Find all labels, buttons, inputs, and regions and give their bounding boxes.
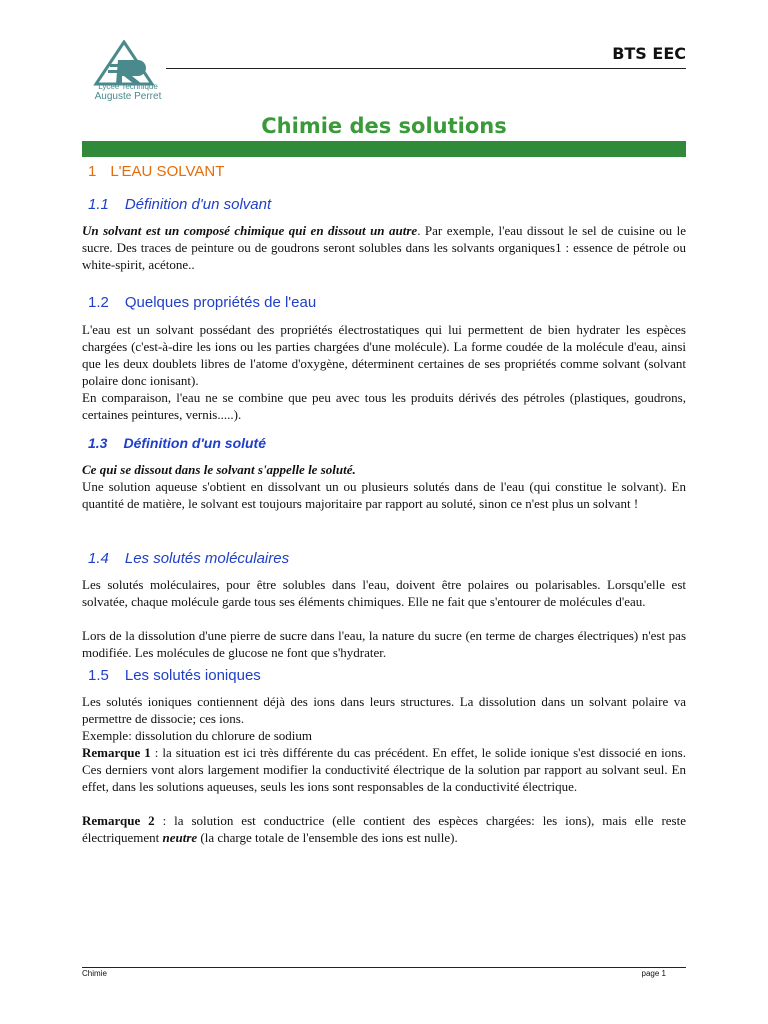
- page-number: page 1: [641, 969, 666, 978]
- paragraph-1-2b: En comparaison, l'eau ne se combine que peu avec tous les produits dérivés des pétroles (plastiques, goudrons, certaines peintures, vernis.....).: [82, 390, 686, 422]
- paragraph-1-3: Une solution aqueuse s'obtient en dissolvant un ou plusieurs solutés dans de l'eau (qui constitue le solvant). En quantité de matière, le solvant est toujours majoritaire par rapport au soluté, sinon ce n'est plus un solvant !: [82, 479, 686, 511]
- subsection-title: Les solutés moléculaires: [124, 550, 290, 567]
- logo-line-2: Auguste Perret: [94, 91, 162, 102]
- remark-2: [82, 812, 686, 846]
- section-1-heading: [88, 163, 238, 180]
- subsection-1-5-heading: [88, 667, 261, 684]
- definition-text: Un solvant est un composé chimique qui en dissout un autre: [82, 223, 418, 238]
- subsection-number: 1.4: [88, 550, 109, 567]
- section-title: L'EAU SOLVANT: [110, 163, 225, 180]
- paragraph-1-4b: Lors de la dissolution d'une pierre de sucre dans l'eau, la nature du sucre (en terme de charges électriques) n'est pas modifiée. Les molécules de glucose ne font que s'hydrater.: [82, 628, 686, 660]
- subsection-title: Définition d'un soluté: [123, 435, 267, 451]
- paragraph-text: . Par exemple, l'eau dissout le sel de cuisine ou le sucre. Des traces de peinture ou de goudrons seront solubles dans les solvants organiques1 : essence de pétrole ou white-spirit, acétone..: [82, 223, 686, 272]
- remark-label: Remarque 2: [82, 813, 155, 828]
- subsection-title: Définition d'un solvant: [124, 196, 272, 213]
- subsection-title: Quelques propriétés de l'eau: [124, 294, 317, 311]
- remark-1: [82, 744, 686, 795]
- footer-subject: Chimie: [82, 969, 107, 978]
- section-number: 1: [88, 163, 97, 180]
- subsection-number: 1.2: [88, 294, 109, 311]
- subsection-number: 1.5: [88, 667, 109, 684]
- remark-text: : la solution est conductrice (elle contient des espèces chargées: les ions), mais elle reste électriquement: [82, 813, 686, 845]
- emphasis-text: neutre: [162, 830, 198, 845]
- paragraph-1-4a: Les solutés moléculaires, pour être solubles dans l'eau, doivent être polaires ou polarisables. Lorsqu'elle est solvatée, chaque molécule garde tous ses éléments chimiques. Elle ne fait que s'entourer de molécules d'eau.: [82, 577, 686, 609]
- paragraph-1-5b: Exemple: dissolution du chlorure de sodium: [82, 728, 312, 743]
- subsection-number: 1.3: [88, 435, 108, 451]
- subsection-1-3-heading: [88, 435, 266, 451]
- remark-text: : la situation est ici très différente du cas précédent. En effet, le solide ionique s'est dissocié en ions. Ces derniers vont alors largement modifier la conductivité électrique de la solution par rapport au solvant seul. En effet, dans les solutions aqueuses, seuls les ions sont responsables de la conductivité électrique.: [82, 745, 686, 794]
- paragraph-1-1: [82, 222, 686, 273]
- course-label: BTS EEC: [612, 44, 686, 63]
- header-rule: [166, 68, 686, 69]
- logo-caption: [83, 82, 173, 102]
- footer-rule: [82, 967, 686, 968]
- remark-label: Remarque 1: [82, 745, 151, 760]
- subsection-1-1-heading: [88, 196, 271, 213]
- paragraph-1-2a: L'eau est un solvant possédant des propriétés électrostatiques qui lui permettent de bien hydrater les espèces chargées (c'est-à-dire les ions ou les parties chargées d'une molécule). La forme coudée de la molécule d'eau, ainsi que les deux doublets libres de l'atome d'oxygène, déterminent certaines de ses propriétés comme solvant (solvant polaire donc ionisant).: [82, 322, 686, 388]
- subsection-1-2-heading: [88, 294, 316, 311]
- page-title: Chimie des solutions: [261, 114, 507, 138]
- title-bar: [82, 141, 686, 157]
- paragraph-1-3-bold: Ce qui se dissout dans le solvant s'appelle le soluté.: [82, 462, 356, 477]
- remark-text-end: (la charge totale de l'ensemble des ions est nulle).: [197, 830, 458, 845]
- subsection-number: 1.1: [88, 196, 109, 213]
- subsection-1-4-heading: [88, 550, 289, 567]
- subsection-title: Les solutés ioniques: [124, 667, 261, 684]
- paragraph-1-5a: Les solutés ioniques contiennent déjà des ions dans leurs structures. La dissolution dans un solvant polaire va permettre de dissocie; ces ions.: [82, 694, 686, 726]
- logo-line-1: Lycée Technique: [98, 82, 158, 91]
